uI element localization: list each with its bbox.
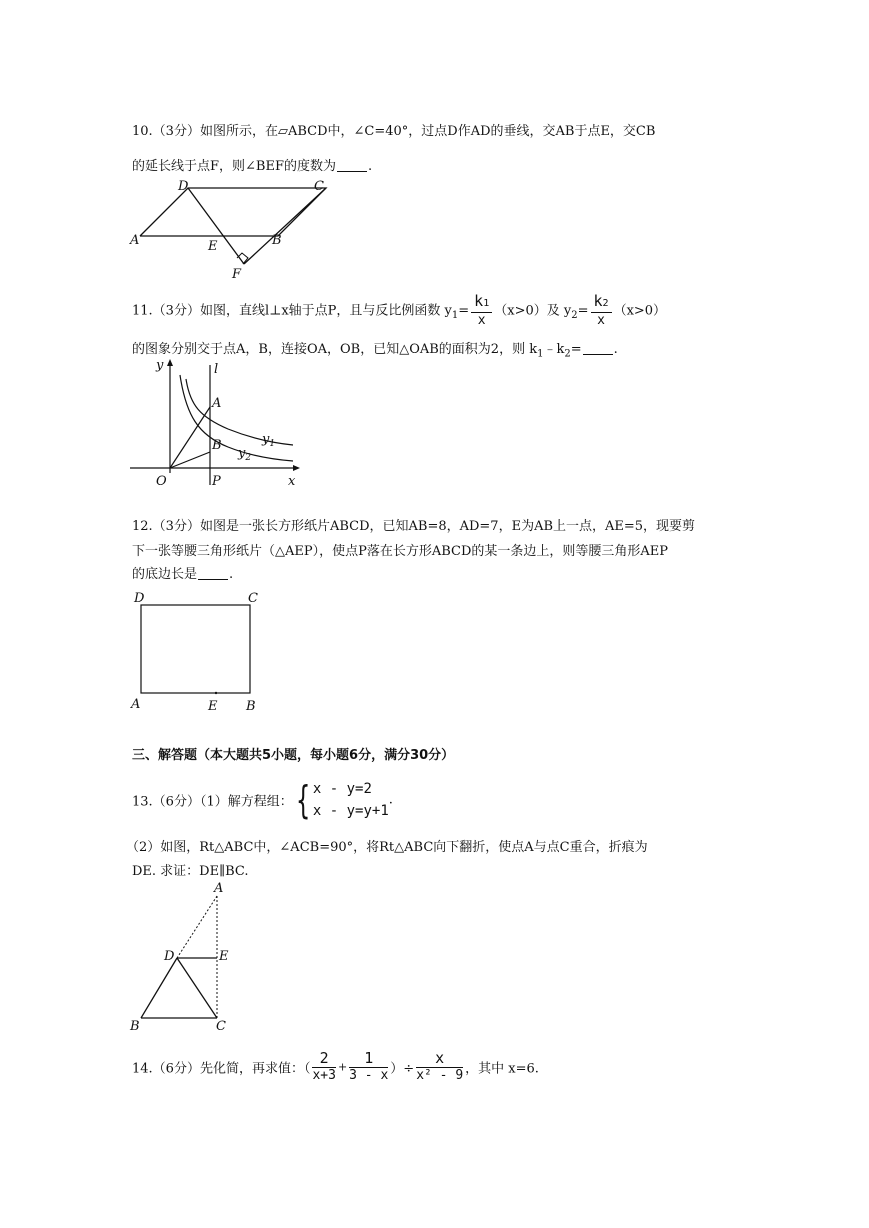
q12-text-line3 [132, 563, 233, 582]
q11-fraction-k2 [591, 293, 612, 329]
q14-f3-num: x [416, 1050, 463, 1068]
q12-period: . [229, 567, 234, 582]
q13-triangle-figure [128, 878, 248, 1036]
q12-label-E: E [208, 699, 218, 714]
q10-text-line2-prefix: 的延长线于点F，则∠BEF的度数为 [132, 159, 336, 174]
q12-label-B: B [246, 699, 256, 714]
q11-k1-num-sub: 1 [483, 298, 490, 309]
equation-system [313, 778, 389, 822]
q14-plus: + [337, 1060, 348, 1074]
q11-sub1: 1 [451, 310, 459, 322]
q14-f1-num: 2 [312, 1050, 335, 1068]
q10-label-C: C [314, 179, 324, 194]
q11-label-y2-sub: 2 [245, 453, 252, 463]
q12-line3-prefix: 的底边长是 [132, 567, 198, 582]
q10-label-F: F [232, 267, 242, 282]
q11-line2-eq: = [570, 342, 582, 357]
q12-label-D: D [134, 591, 145, 606]
q13-part1 [132, 778, 393, 822]
q14-text [132, 1050, 539, 1084]
q14-suffix: ，其中 x=6. [465, 1061, 539, 1077]
q11-k2-num-sub: 2 [602, 298, 609, 309]
q11-label-y2 [237, 446, 251, 463]
q11-period: . [613, 342, 618, 357]
answer-blank [198, 567, 228, 580]
q11-k1-den: x [477, 313, 486, 328]
q13-prefix: 13.（6分）（1）解方程组： [132, 794, 293, 810]
q11-eq1: = [458, 303, 470, 319]
answer-blank [337, 159, 367, 172]
q13-eq-end: . [388, 792, 393, 808]
q13-part2-line1: （2）如图，Rt△ABC中，∠ACB=90°，将Rt△ABC向下翻折，使点A与点C重合，折痕为 [126, 840, 648, 855]
q11-k1-num: k [474, 292, 484, 310]
q11-text-line1 [132, 293, 666, 329]
q14-fraction-2 [349, 1050, 388, 1084]
q10-text-line2 [132, 155, 372, 174]
q12-text-line2: 下一张等腰三角形纸片（△AEP），使点P落在长方形ABCD的某一条边上，则等腰三角形AEP [132, 544, 669, 559]
q14-fraction-1 [312, 1050, 335, 1084]
q10-label-D: D [178, 179, 189, 194]
q10-parallelogram-figure [128, 178, 328, 283]
q11-label-A: A [212, 396, 222, 411]
q11-label-l: l [214, 362, 219, 377]
q13-label-E: E [219, 949, 229, 964]
q11-line2-prefix: 的图象分别交于点A，B，连接OA，OB，已知△OAB的面积为2，则 k [132, 342, 538, 357]
q12-label-C: C [248, 591, 258, 606]
q11-k2-num: k [593, 292, 603, 310]
q10-label-B: B [272, 233, 282, 248]
q11-label-y1-sub: 1 [269, 439, 276, 449]
q10-label-E: E [208, 239, 218, 254]
q11-fraction-k1 [471, 293, 492, 329]
q13-part2-line2: DE. 求证：DE∥BC. [132, 864, 249, 879]
q14-f2-den: 3 - x [349, 1068, 389, 1083]
q11-function-graph [128, 355, 308, 490]
q13-label-D: D [164, 949, 175, 964]
q11-mid: （x>0）及 y [494, 303, 572, 319]
q13-label-C: C [216, 1019, 226, 1034]
q11-label-y1 [261, 432, 275, 449]
q13-eq2: x - y=y+1 [312, 803, 389, 819]
q11-k2-den: x [597, 313, 605, 328]
q13-label-A: A [214, 881, 224, 896]
q14-f2-num: 1 [349, 1050, 388, 1068]
q12-text-line1: 12.（3分）如图是一张长方形纸片ABCD，已知AB=8，AD=7，E为AB上一点，AE=5，现要剪 [132, 519, 696, 534]
answer-blank [583, 342, 613, 355]
q10-label-A: A [130, 233, 140, 248]
q14-f3-den: x² - 9 [416, 1068, 464, 1083]
q11-sub2: 2 [571, 310, 578, 322]
q14-fraction-3 [416, 1050, 463, 1084]
q11-label-P: P [212, 474, 221, 489]
q12-label-A: A [131, 697, 141, 712]
q11-label-y1-main: y [262, 432, 270, 447]
q11-label-y2-main: y [238, 446, 246, 461]
q12-rectangle-figure [128, 588, 268, 716]
q13-eq1: x - y=2 [312, 781, 372, 797]
q11-label-B: B [212, 438, 222, 453]
q14-prefix: 14.（6分）先化简，再求值：（ [132, 1061, 311, 1077]
system-brace: { [295, 778, 311, 822]
section-3-heading: 三、解答题（本大题共5小题，每小题6分，满分30分） [132, 748, 455, 763]
q14-f1-den: x+3 [312, 1068, 336, 1083]
q11-line2-k2sub: 2 [564, 348, 571, 360]
q11-line2-k1sub: 1 [537, 348, 544, 360]
q10-period: . [367, 159, 373, 174]
q14-close: ）÷ [390, 1061, 415, 1077]
q11-label-y: y [156, 358, 164, 373]
q11-label-O: O [156, 474, 167, 489]
q11-eq2: = [577, 303, 589, 319]
q10-text-line1: 10.（3分）如图所示，在▱ABCD中，∠C=40°，过点D作AD的垂线，交AB于点E，交CB [132, 124, 656, 139]
q13-label-B: B [130, 1019, 140, 1034]
q11-label-x: x [288, 474, 296, 489]
q11-prefix: 11.（3分）如图，直线l⊥x轴于点P，且与反比例函数 y [132, 303, 452, 319]
q11-line2-minus: ﹣k [543, 342, 565, 357]
q11-tail: （x>0） [613, 303, 667, 319]
